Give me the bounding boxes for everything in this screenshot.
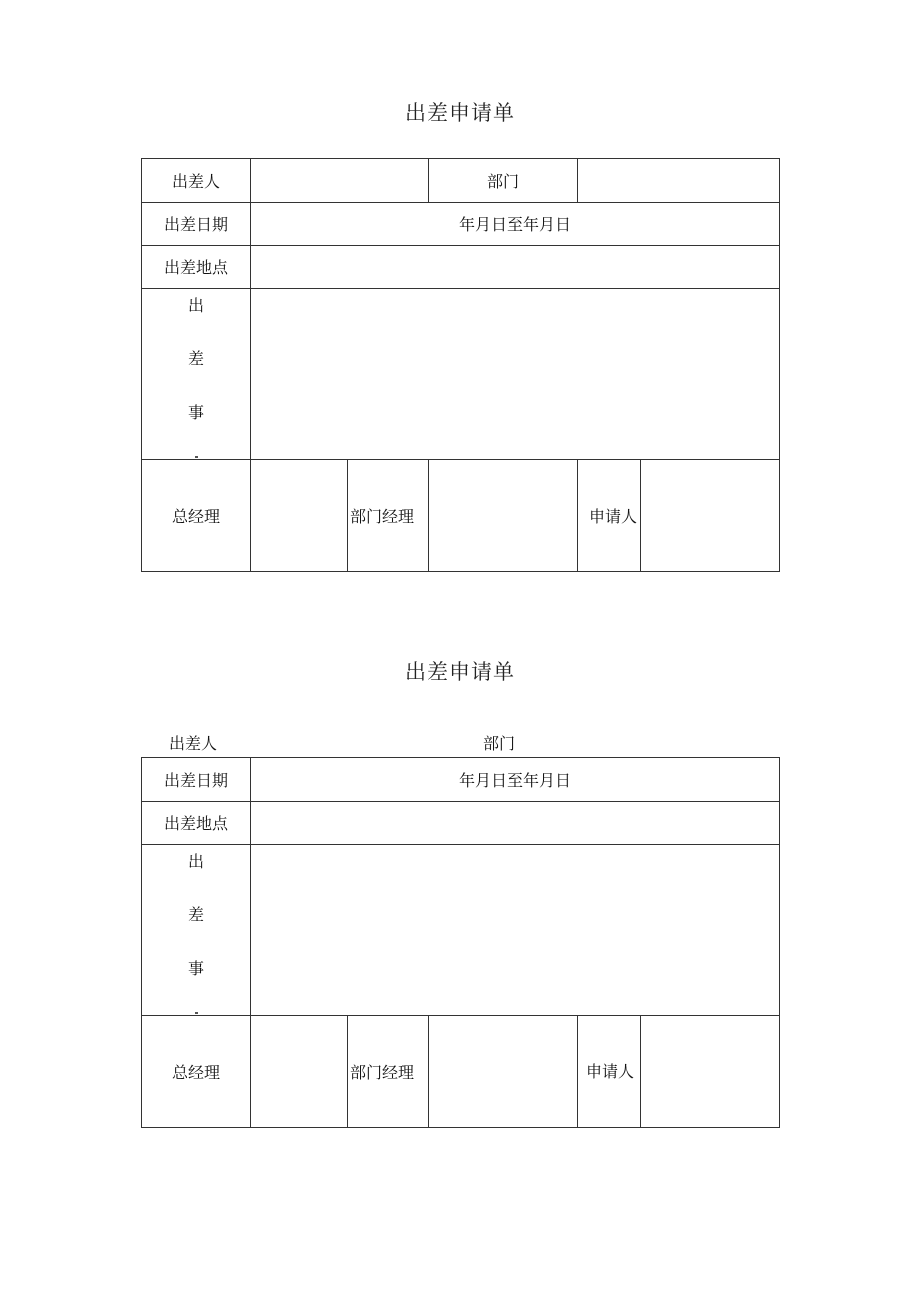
form2-applicant-label: 申请人 xyxy=(586,1062,635,1081)
form1-location-label: 出差地点 xyxy=(163,258,229,277)
form2-department-label: 部门 xyxy=(482,734,516,753)
form2-purpose-char-1: 出 xyxy=(187,852,205,871)
form2-purpose-char-2: 差 xyxy=(187,905,205,924)
form1-purpose-field[interactable] xyxy=(251,289,779,459)
form2-location-field[interactable] xyxy=(251,802,779,844)
form1-date-value[interactable]: 年月日至年月日 xyxy=(458,215,572,234)
form2-clipped-glyph xyxy=(195,1012,198,1014)
form1-col-divider xyxy=(577,459,578,572)
form2-traveler-label: 出差人 xyxy=(168,734,218,753)
form1-department-label: 部门 xyxy=(486,172,520,191)
form2-col-divider xyxy=(577,1015,578,1128)
form1-dept-manager-signature-field[interactable] xyxy=(429,460,577,571)
form1-purpose-char-2: 差 xyxy=(187,349,205,368)
form1-gm-signature-field[interactable] xyxy=(251,460,347,571)
form1-location-field[interactable] xyxy=(251,246,779,288)
form2-gm-label: 总经理 xyxy=(171,1063,221,1082)
form2-applicant-signature-field[interactable] xyxy=(641,1016,779,1127)
form1-col-divider xyxy=(428,158,429,202)
form1-applicant-signature-field[interactable] xyxy=(641,460,779,571)
form1-date-label: 出差日期 xyxy=(163,215,229,234)
form1-title: 出差申请单 xyxy=(405,101,515,125)
form1-row-divider xyxy=(141,202,780,203)
form2-purpose-char-3: 事 xyxy=(187,959,205,978)
form1-gm-label: 总经理 xyxy=(171,507,221,526)
form2-date-label: 出差日期 xyxy=(163,771,229,790)
form1-applicant-label: 申请人 xyxy=(589,507,638,526)
form2-date-value[interactable]: 年月日至年月日 xyxy=(458,771,572,790)
form1-purpose-char-1: 出 xyxy=(187,296,205,315)
form2-location-label: 出差地点 xyxy=(163,814,229,833)
form1-dept-manager-label: 部门经理 xyxy=(349,507,415,526)
form1-traveler-field[interactable] xyxy=(251,159,428,202)
form1-clipped-glyph xyxy=(195,456,198,458)
form1-department-field[interactable] xyxy=(578,159,779,202)
form2-gm-signature-field[interactable] xyxy=(251,1016,347,1127)
form2-title: 出差申请单 xyxy=(405,660,515,684)
form2-purpose-field[interactable] xyxy=(251,845,779,1015)
form2-dept-manager-label: 部门经理 xyxy=(349,1063,415,1082)
form1-traveler-label: 出差人 xyxy=(171,172,221,191)
form1-col-divider xyxy=(347,459,348,572)
form2-col-divider xyxy=(347,1015,348,1128)
form1-purpose-char-3: 事 xyxy=(187,403,205,422)
form2-dept-manager-signature-field[interactable] xyxy=(429,1016,577,1127)
